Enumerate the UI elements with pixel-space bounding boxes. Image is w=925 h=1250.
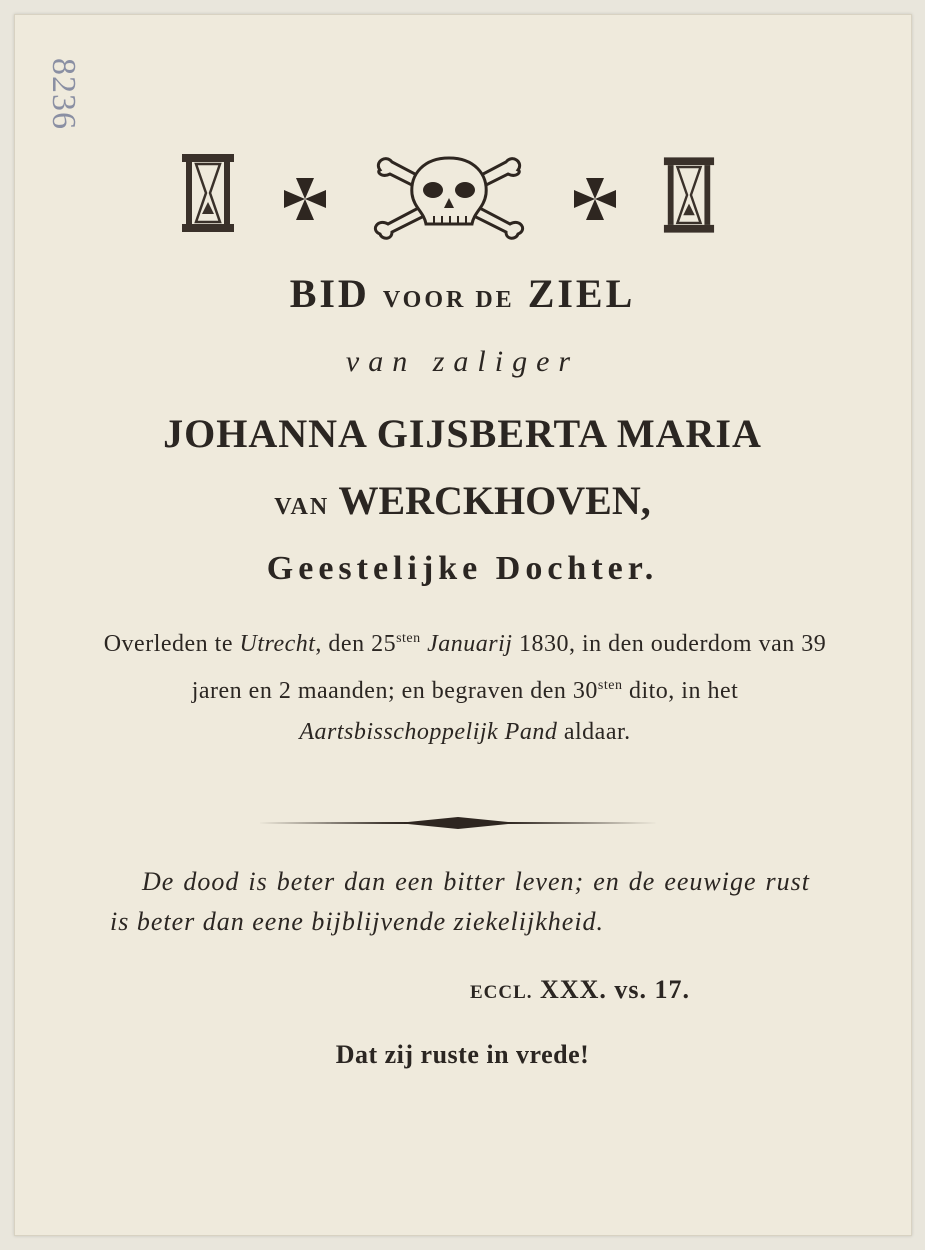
- name-prefix: VAN: [274, 494, 330, 520]
- heading-bid: BID: [289, 271, 370, 316]
- heading: [0, 270, 925, 317]
- heading-voor-de: VOOR DE: [382, 287, 515, 313]
- death-text: dito, in het: [622, 678, 739, 704]
- burial-place: Aartsbisschoppelijk Pand: [299, 719, 558, 745]
- subheading: van zaliger: [345, 345, 580, 378]
- role-title: Geestelijke Dochter.: [266, 550, 659, 587]
- death-place: Utrecht: [239, 631, 316, 657]
- closing-prayer: Dat zij ruste in vrede!: [335, 1040, 590, 1069]
- divider-rule: [258, 814, 658, 832]
- archive-number: 8236: [45, 58, 82, 130]
- scripture-source: [470, 975, 690, 1005]
- death-text: , den 25: [315, 631, 397, 657]
- skull-crossbones-icon: [370, 152, 528, 240]
- death-text: aldaar.: [557, 719, 631, 745]
- source-book: ECCL.: [470, 982, 533, 1003]
- source-reference: XXX. vs. 17.: [540, 975, 690, 1004]
- cross-icon: [572, 176, 618, 222]
- hourglass-icon: [662, 154, 716, 236]
- ordinal-suffix: sten: [396, 631, 421, 646]
- ornament-row: [0, 150, 925, 245]
- death-text: 1830, in den ouderdom van 39 jaren en 2 maanden; en begraven den 30: [191, 631, 827, 704]
- hourglass-icon: [180, 152, 236, 234]
- name-line-2: [0, 477, 925, 524]
- ordinal-suffix: sten: [597, 678, 623, 693]
- name-line-1: JOHANNA GIJSBERTA MARIA: [163, 411, 762, 456]
- surname: WERCKHOVEN,: [338, 478, 651, 523]
- death-text: Overleden te: [103, 631, 240, 657]
- cross-icon: [282, 176, 328, 222]
- scripture-quote: De dood is beter dan een bitter leven; en de eeuwige rust is beter dan eene bijblijvende ziekelijkheid.: [110, 867, 810, 936]
- death-month: Januarij: [427, 631, 513, 657]
- heading-ziel: ZIEL: [527, 271, 636, 316]
- death-notice: [100, 618, 830, 753]
